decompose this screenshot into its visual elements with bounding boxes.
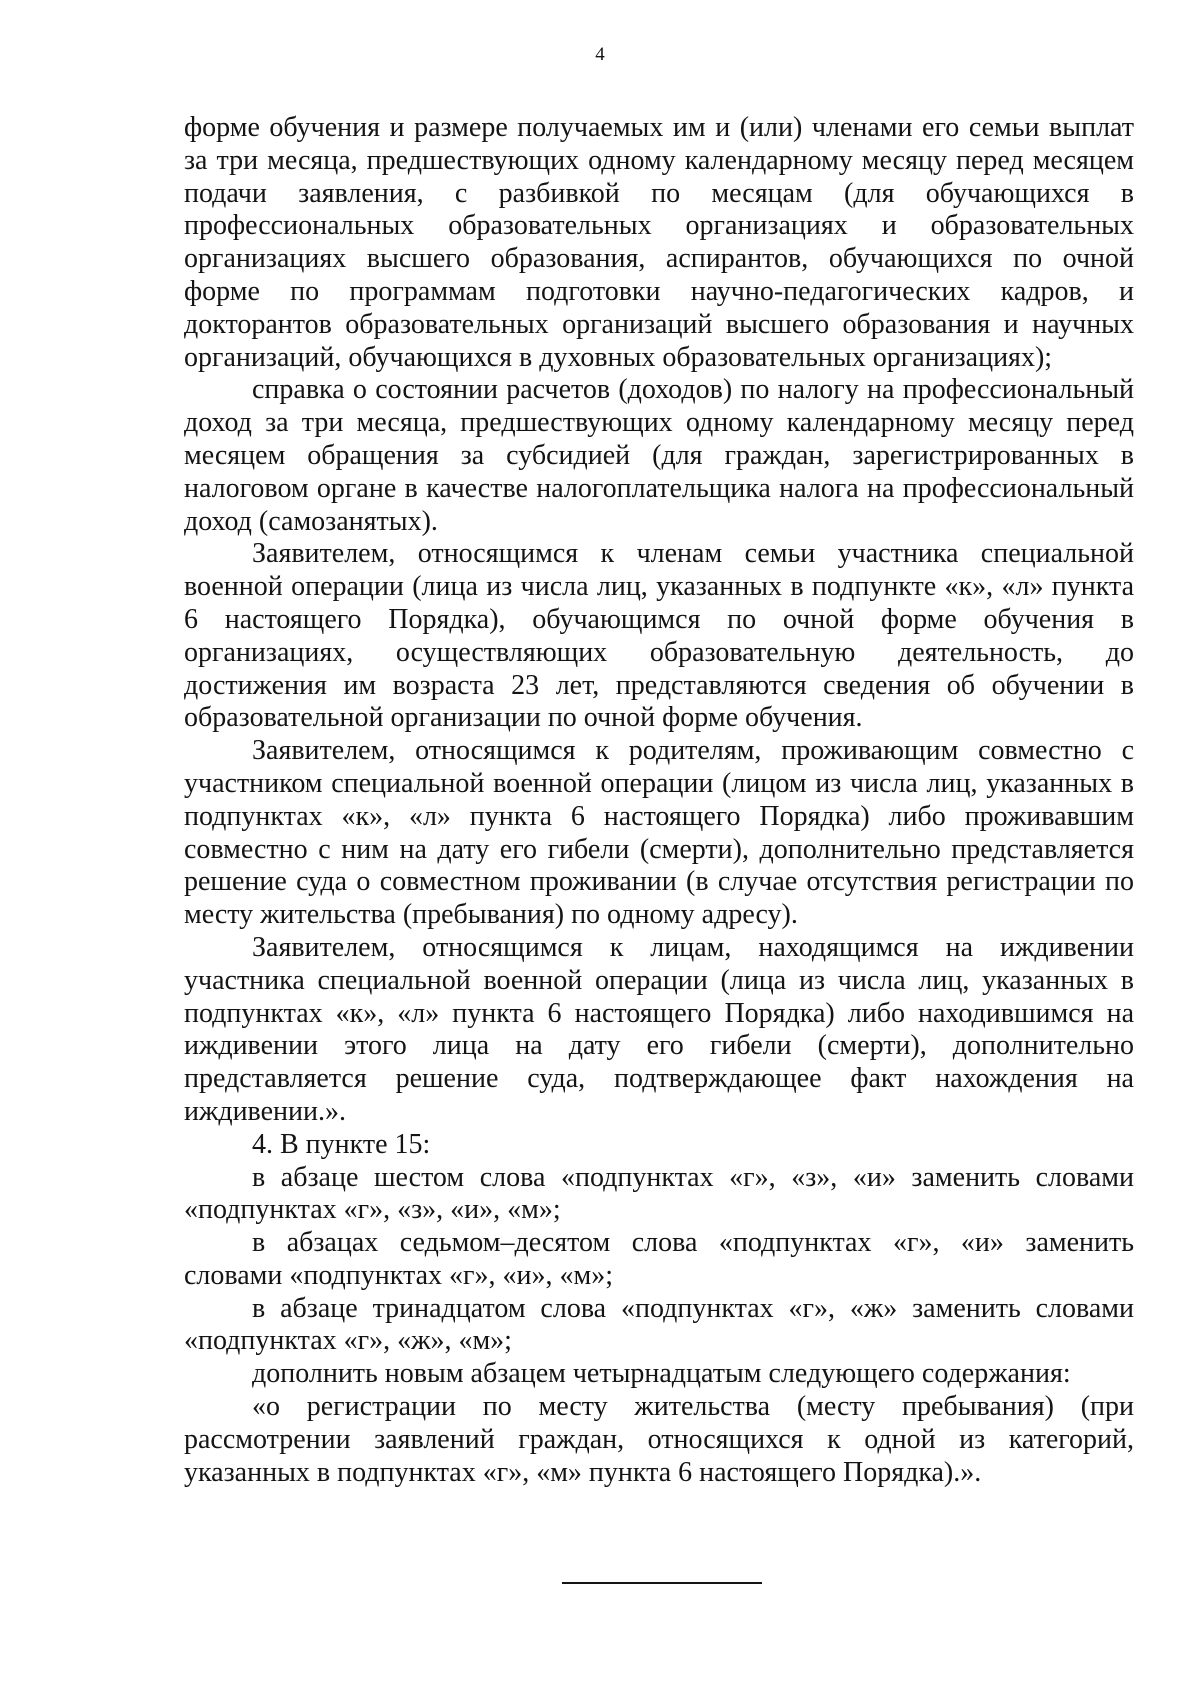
paragraph-dependents: Заявителем, относящимся к лицам, находящимся на иждивении участника специальной военной операции (лица из числа лиц, указанных в подпунктах «к», «л» пункта 6 настоящего Порядка) либо находившимся на иждивении этого лица на дату его гибели (смерти), дополнительно представляется решение суда, подтверждающее факт нахождения на иждивении.». [184,931,1134,1127]
paragraph-add-fourteenth: дополнить новым абзацем четырнадцатым следующего содержания: [252,1358,1071,1390]
paragraph-amend-thirteenth: в абзаце тринадцатом слова «подпунктах «г», «ж» заменить словами «подпунктах «г», «ж», «м»; [184,1292,1134,1357]
paragraph-amend-seventh-tenth: в абзацах седьмом–десятом слова «подпунктах «г», «и» заменить словами «подпунктах «г», «и», «м»; [184,1227,1134,1291]
paragraph-continuation: форме обучения и размере получаемых им и (или) членами его семьи выплат за три месяца, предшествующих одному календарному месяцу перед месяцем подачи заявления, с разбивкой по месяцам (для обучающихся в профессиональных образовательных организациях и образовательных организациях высшего образования, аспирантов, обучающихся по очной форме по программам подготовки научно-педагогических кадров, и докторантов образовательных организаций высшего образования и научных организаций, обучающихся в духовных образовательных организациях); [184,112,1134,373]
paragraph-parents-cohabiting: Заявителем, относящимся к родителям, проживающим совместно с участником специальной военной операции (лицом из числа лиц, указанных в подпунктах «к», «л» пункта 6 настоящего Порядка) либо проживавшим совместно с ним на дату его гибели (смерти), дополнительно представляется решение суда о совместном проживании (в случае отсутствия регистрации по месту жительства (пребывания) по одному адресу). [184,735,1134,931]
document-body [184,112,1134,1489]
paragraph-new-text: «о регистрации по месту жительства (месту пребывания) (при рассмотрении заявлений граждан, относящихся к одной из категорий, указанных в подпунктах «г», «м» пункта 6 настоящего Порядка).». [184,1391,1134,1488]
paragraph-tax-certificate: справка о состоянии расчетов (доходов) по налогу на профессиональный доход за три месяца, предшествующих одному календарному месяцу перед месяцем обращения за субсидией (для граждан, зарегистрированных в налоговом органе в качестве налогоплательщика налога на профессиональный доход (самозанятых). [184,374,1134,537]
paragraph-item-4-heading: 4. В пункте 15: [252,1128,431,1160]
paragraph-amend-sixth: в абзаце шестом слова «подпунктах «г», «з», «и» заменить словами «подпунктах «г», «з», «и», «м»; [184,1161,1134,1226]
page-number: 4 [595,44,605,65]
paragraph-family-members-students: Заявителем, относящимся к членам семьи участника специальной военной операции (лица из числа лиц, указанных в подпункте «к», «л» пункта 6 настоящего Порядка), обучающимся по очной форме обучения в организациях, осуществляющих образовательную деятельность, до достижения им возраста 23 лет, представляются сведения об обучении в образовательной организации по очной форме обучения. [184,538,1134,734]
end-of-document-rule [562,1582,762,1584]
